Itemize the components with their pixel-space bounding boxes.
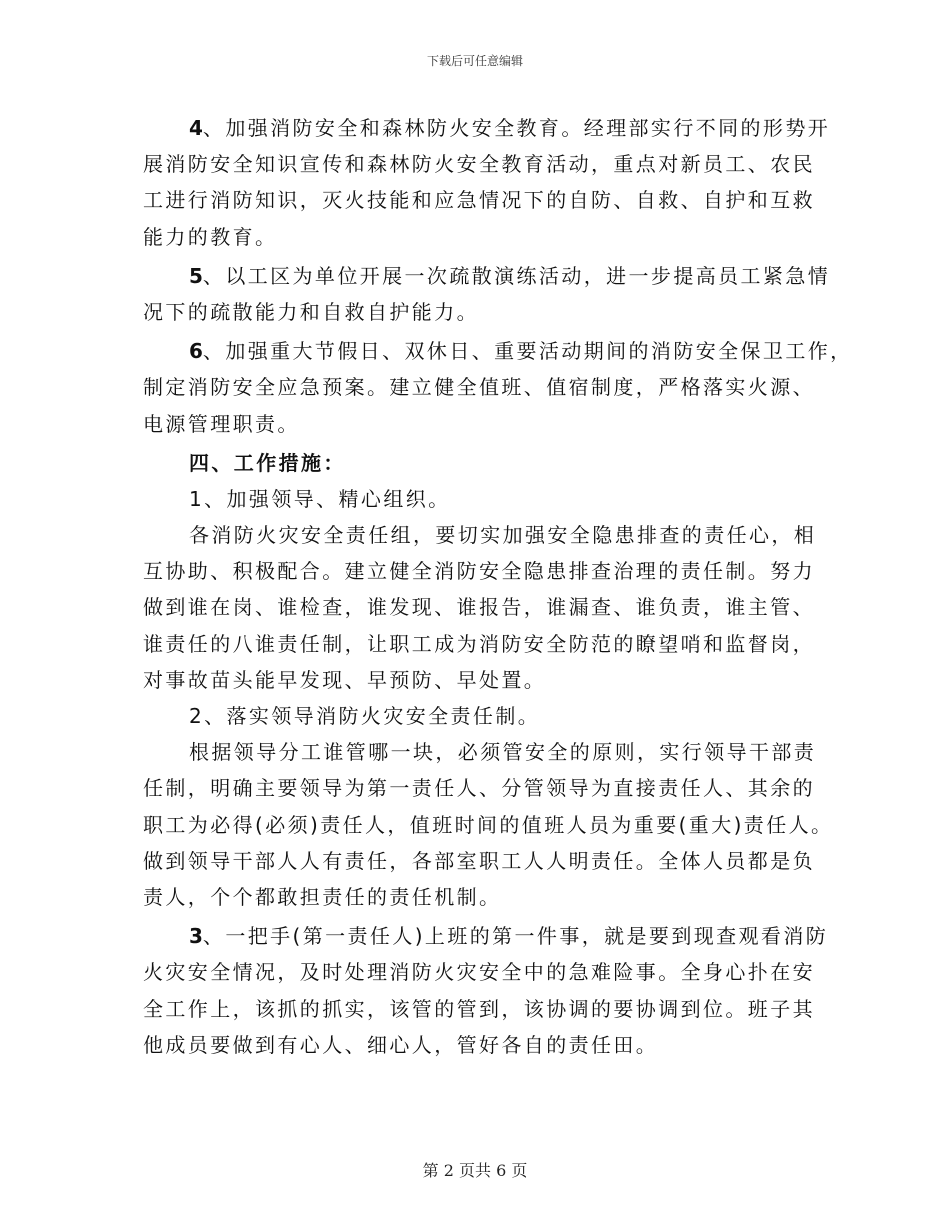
text-line: 对事故苗头能早发现、早预防、早处置。 [143, 667, 547, 692]
page-header: 下载后可任意编辑 [426, 54, 523, 68]
item-number: 5 [189, 263, 203, 288]
text-line: 互协助、积极配合。建立健全消防安全隐患排查治理的责任制。努力 [143, 559, 815, 584]
text-line: 做到谁在岗、谁检查，谁发现、谁报告，谁漏查、谁负责，谁主管、 [143, 595, 815, 620]
text-line: 全工作上，该抓的抓实，该管的管到，该协调的要协调到位。班子其 [143, 996, 815, 1021]
text-line [143, 110, 831, 146]
text-line: 况下的疏散能力和自救自护能力。 [143, 299, 479, 324]
text-line: 能力的教育。 [143, 224, 278, 249]
text-line: 根据领导分工谁管哪一块，必须管安全的原则，实行领导干部责 [189, 740, 817, 765]
text-line: 火灾安全情况，及时处理消防火灾安全中的急难险事。全身心扑在安 [143, 960, 815, 985]
text-line [143, 918, 829, 954]
line-text: 、加强重大节假日、双休日、重要活动期间的消防安全保卫工作， [202, 339, 853, 364]
line-text: 、一把手(第一责任人)上班的第一件事，就是要到现查观看消防 [202, 924, 829, 949]
item-number: 4 [189, 116, 203, 140]
text-line: 任制，明确主要领导为第一责任人、分管领导为直接责任人、其余的 [143, 776, 815, 801]
page-footer: 第 2 页共 6 页 [422, 1161, 528, 1180]
text-line: 他成员要做到有心人、细心人，管好各自的责任田。 [143, 1032, 659, 1057]
text-line: 谁责任的八谁责任制，让职工成为消防安全防范的瞭望哨和监督岗， [143, 631, 815, 656]
section-heading: 四、工作措施： [189, 450, 346, 475]
text-line: 工进行消防知识，灭火技能和应急情况下的自防、自救、自护和互救 [143, 188, 815, 213]
text-line: 职工为必得(必须)责任人，值班时间的值班人员为重要(重大)责任人。 [143, 812, 834, 837]
item-number: 3 [189, 924, 203, 949]
text-line [143, 258, 831, 294]
text-line: 展消防安全知识宣传和森林防火安全教育活动，重点对新员工、农民 [143, 152, 815, 177]
text-line: 各消防火灾安全责任组，要切实加强安全隐患排查的责任心，相 [189, 523, 817, 548]
text-line: 制定消防安全应急预案。建立健全值班、值宿制度，严格落实火源、 [143, 375, 815, 400]
item-number: 6 [189, 339, 203, 364]
subheading-line: 2、落实领导消防火灾安全责任制。 [189, 704, 541, 728]
text-line: 责人，个个都敢担责任的责任机制。 [143, 884, 502, 909]
subheading-line: 1、加强领导、精心组织。 [189, 486, 451, 511]
text-line: 做到领导干部人人有责任，各部室职工人人明责任。全体人员都是负 [143, 848, 815, 873]
line-text: 、以工区为单位开展一次疏散演练活动，进一步提高员工紧急情 [202, 263, 831, 288]
text-line [143, 333, 853, 369]
text-line: 电源管理职责。 [143, 411, 300, 436]
document-body [143, 110, 853, 1063]
line-text: 、加强消防安全和森林防火安全教育。经理部实行不同的形势开 [202, 116, 831, 140]
